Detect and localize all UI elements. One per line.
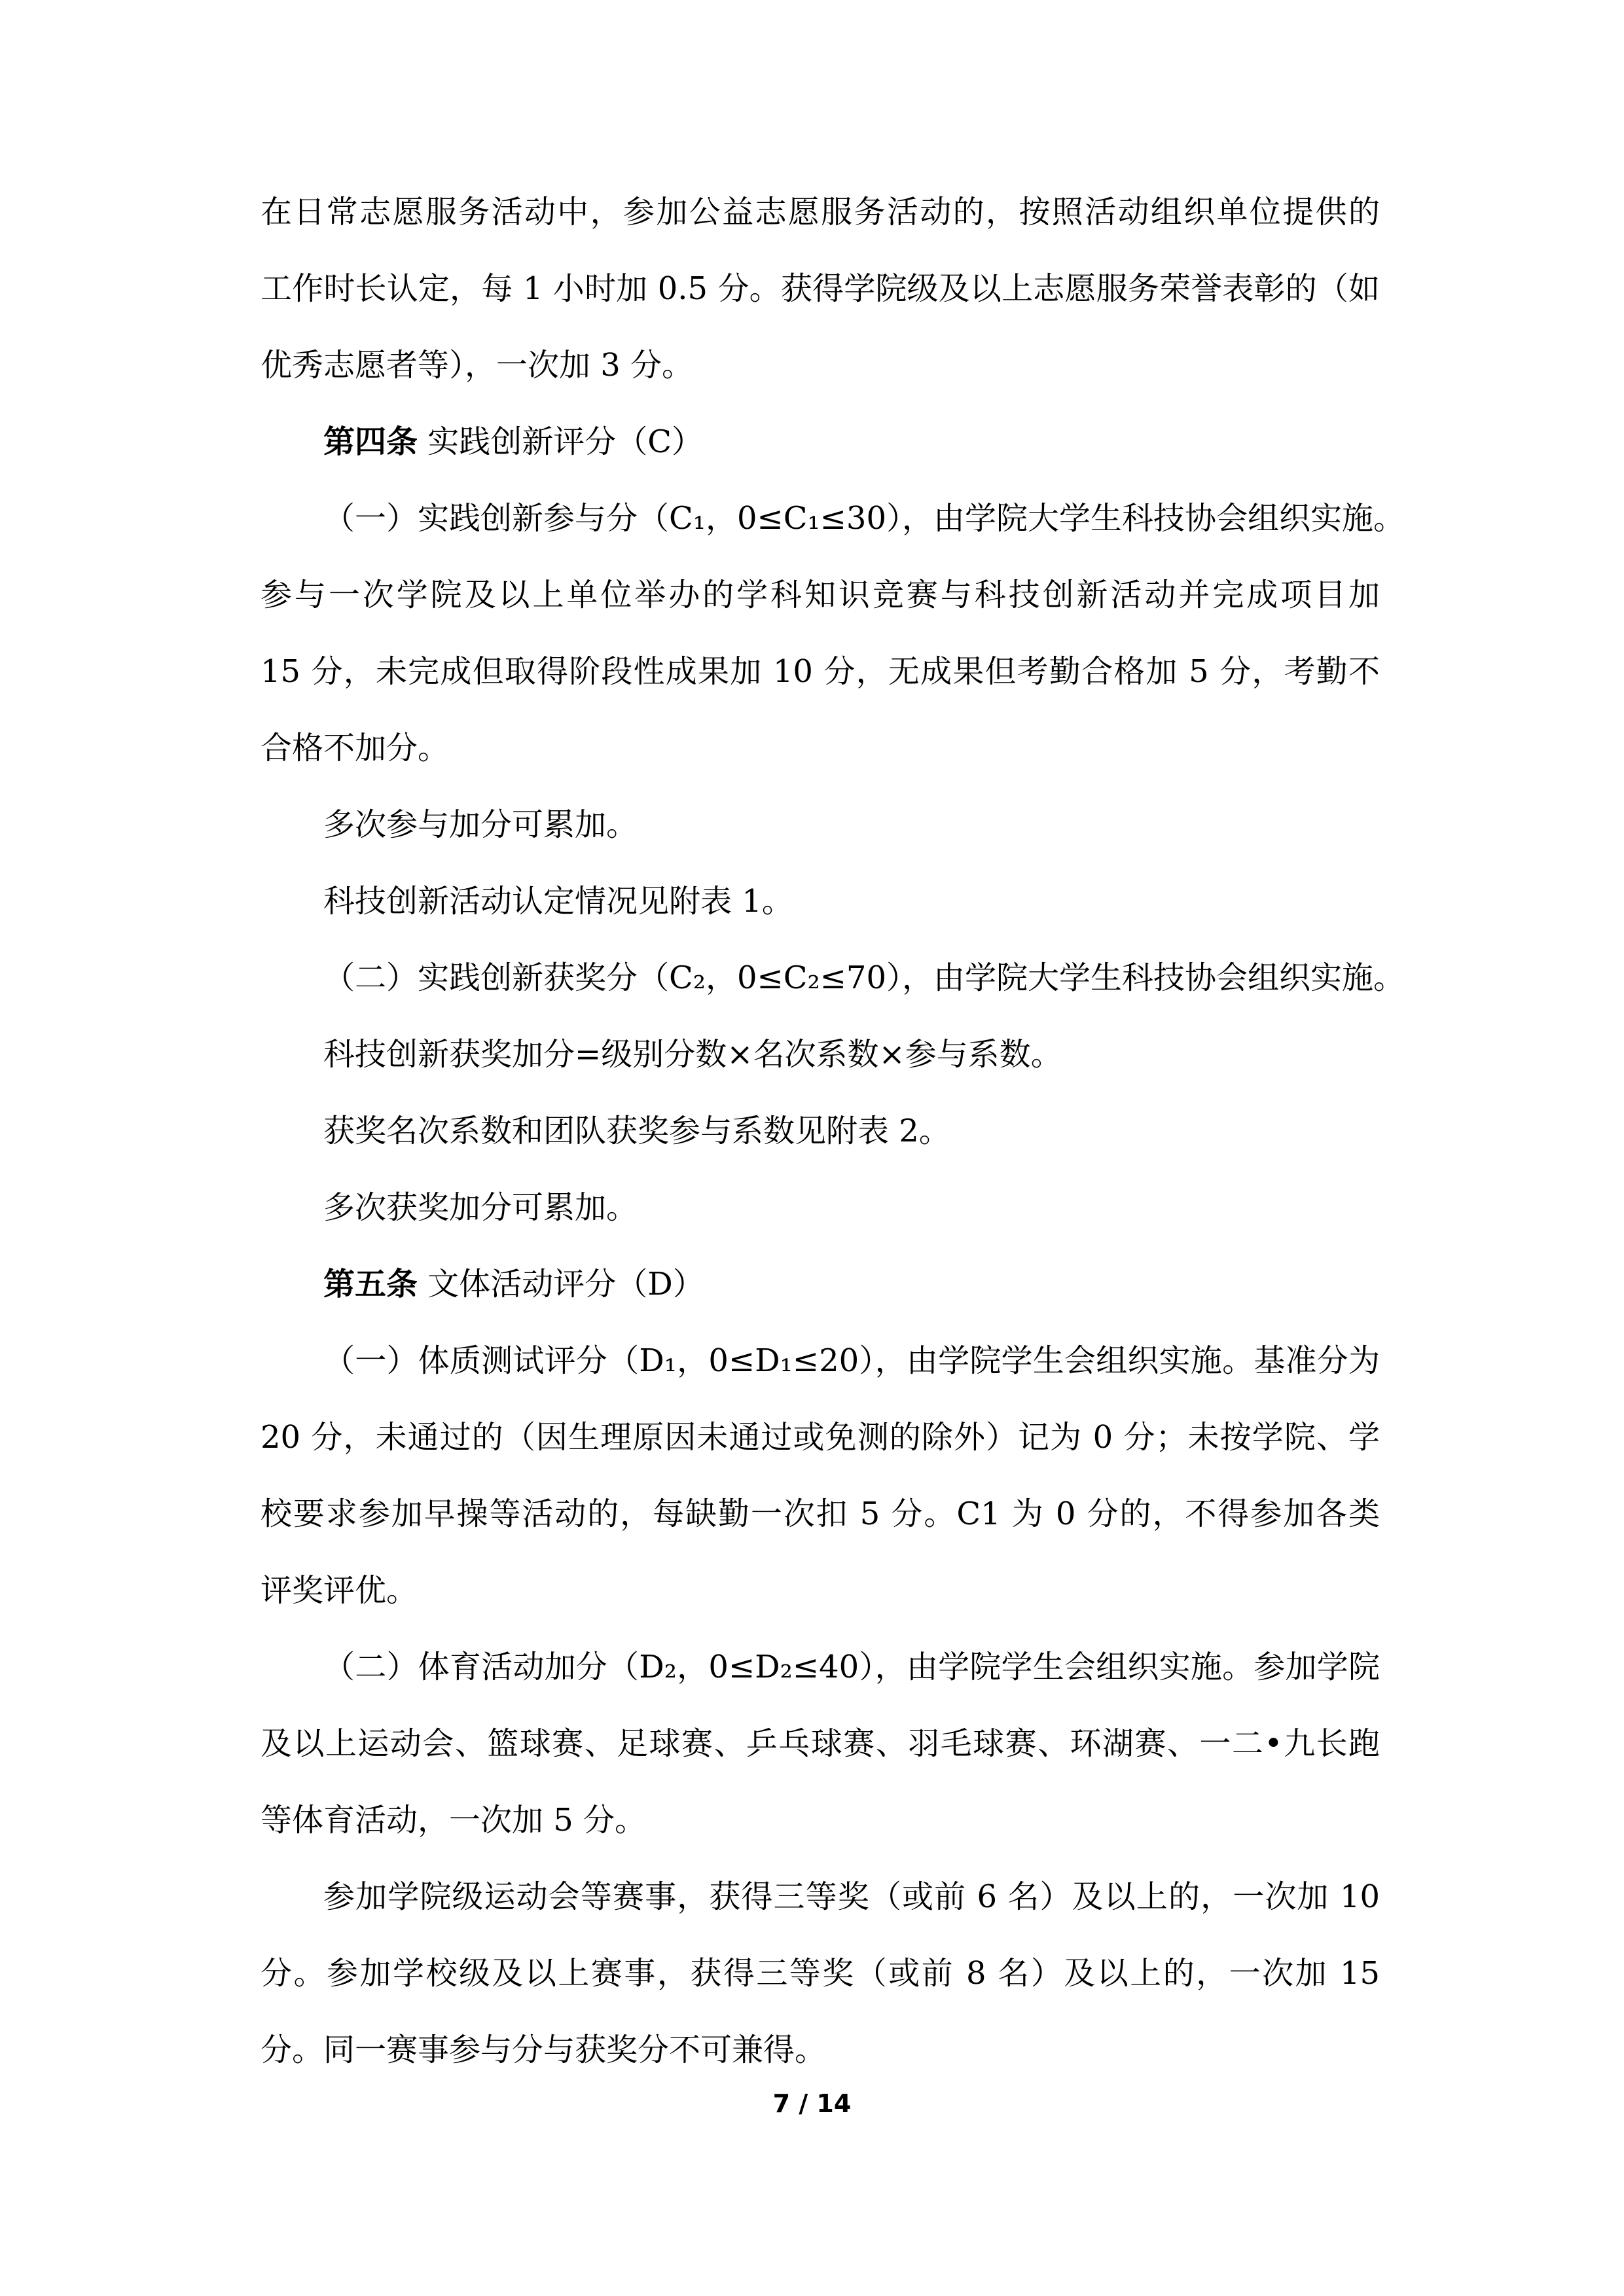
- text-line: 15 分，未完成但取得阶段性成果加 10 分，无成果但考勤合格加 5 分，考勤不: [261, 653, 1380, 690]
- text-line: 分。同一赛事参与分与获奖分不可兼得。: [261, 2032, 827, 2068]
- page-number: 7 / 14: [772, 2089, 852, 2118]
- text-line: 科技创新获奖加分=级别分数×名次系数×参与系数。: [323, 1036, 1062, 1073]
- text-line: 校要求参加早操等活动的，每缺勤一次扣 5 分。C1 为 0 分的，不得参加各类: [261, 1496, 1380, 1532]
- text-line: 多次参与加分可累加。: [323, 806, 638, 843]
- text-line: 等体育活动，一次加 5 分。: [261, 1802, 647, 1839]
- text-line: 分。参加学校级及以上赛事，获得三等奖（或前 8 名）及以上的，一次加 15: [261, 1955, 1380, 1992]
- text-line: 优秀志愿者等），一次加 3 分。: [261, 347, 694, 384]
- text-line: 20 分，未通过的（因生理原因未通过或免测的除外）记为 0 分；未按学院、学: [261, 1419, 1380, 1456]
- document-body: [261, 174, 1405, 2089]
- text-line: 多次获奖加分可累加。: [323, 1189, 638, 1226]
- text-line: 第五条 文体活动评分（D）: [323, 1266, 704, 1302]
- text-line: 第四条 实践创新评分（C）: [323, 423, 704, 460]
- text-line: （二）实践创新获奖分（C₂，0≤C₂≤70），由学院大学生科技协会组织实施。: [323, 960, 1405, 996]
- text-line: 及以上运动会、篮球赛、足球赛、乒乓球赛、羽毛球赛、环湖赛、一二•九长跑: [261, 1725, 1380, 1762]
- text-line: 合格不加分。: [261, 730, 450, 766]
- text-line: （一）实践创新参与分（C₁，0≤C₁≤30），由学院大学生科技协会组织实施。: [323, 500, 1405, 537]
- text-line: （一）体质测试评分（D₁，0≤D₁≤20），由学院学生会组织实施。基准分为: [323, 1342, 1380, 1379]
- text-line: 获奖名次系数和团队获奖参与系数见附表 2。: [323, 1113, 950, 1149]
- text-line: 参加学院级运动会等赛事，获得三等奖（或前 6 名）及以上的，一次加 10: [323, 1878, 1380, 1915]
- text-line: （二）体育活动加分（D₂，0≤D₂≤40），由学院学生会组织实施。参加学院: [323, 1649, 1380, 1685]
- text-line: 在日常志愿服务活动中，参加公益志愿服务活动的，按照活动组织单位提供的: [261, 194, 1380, 230]
- text-line: 科技创新活动认定情况见附表 1。: [323, 883, 793, 920]
- bold-heading-prefix: 第五条: [323, 1266, 418, 1302]
- text-line: 工作时长认定，每 1 小时加 0.5 分。获得学院级及以上志愿服务荣誉表彰的（如: [261, 270, 1380, 307]
- bold-heading-prefix: 第四条: [323, 423, 418, 460]
- text-line: 评奖评优。: [261, 1572, 418, 1609]
- text-line: 参与一次学院及以上单位举办的学科知识竞赛与科技创新活动并完成项目加: [261, 577, 1380, 613]
